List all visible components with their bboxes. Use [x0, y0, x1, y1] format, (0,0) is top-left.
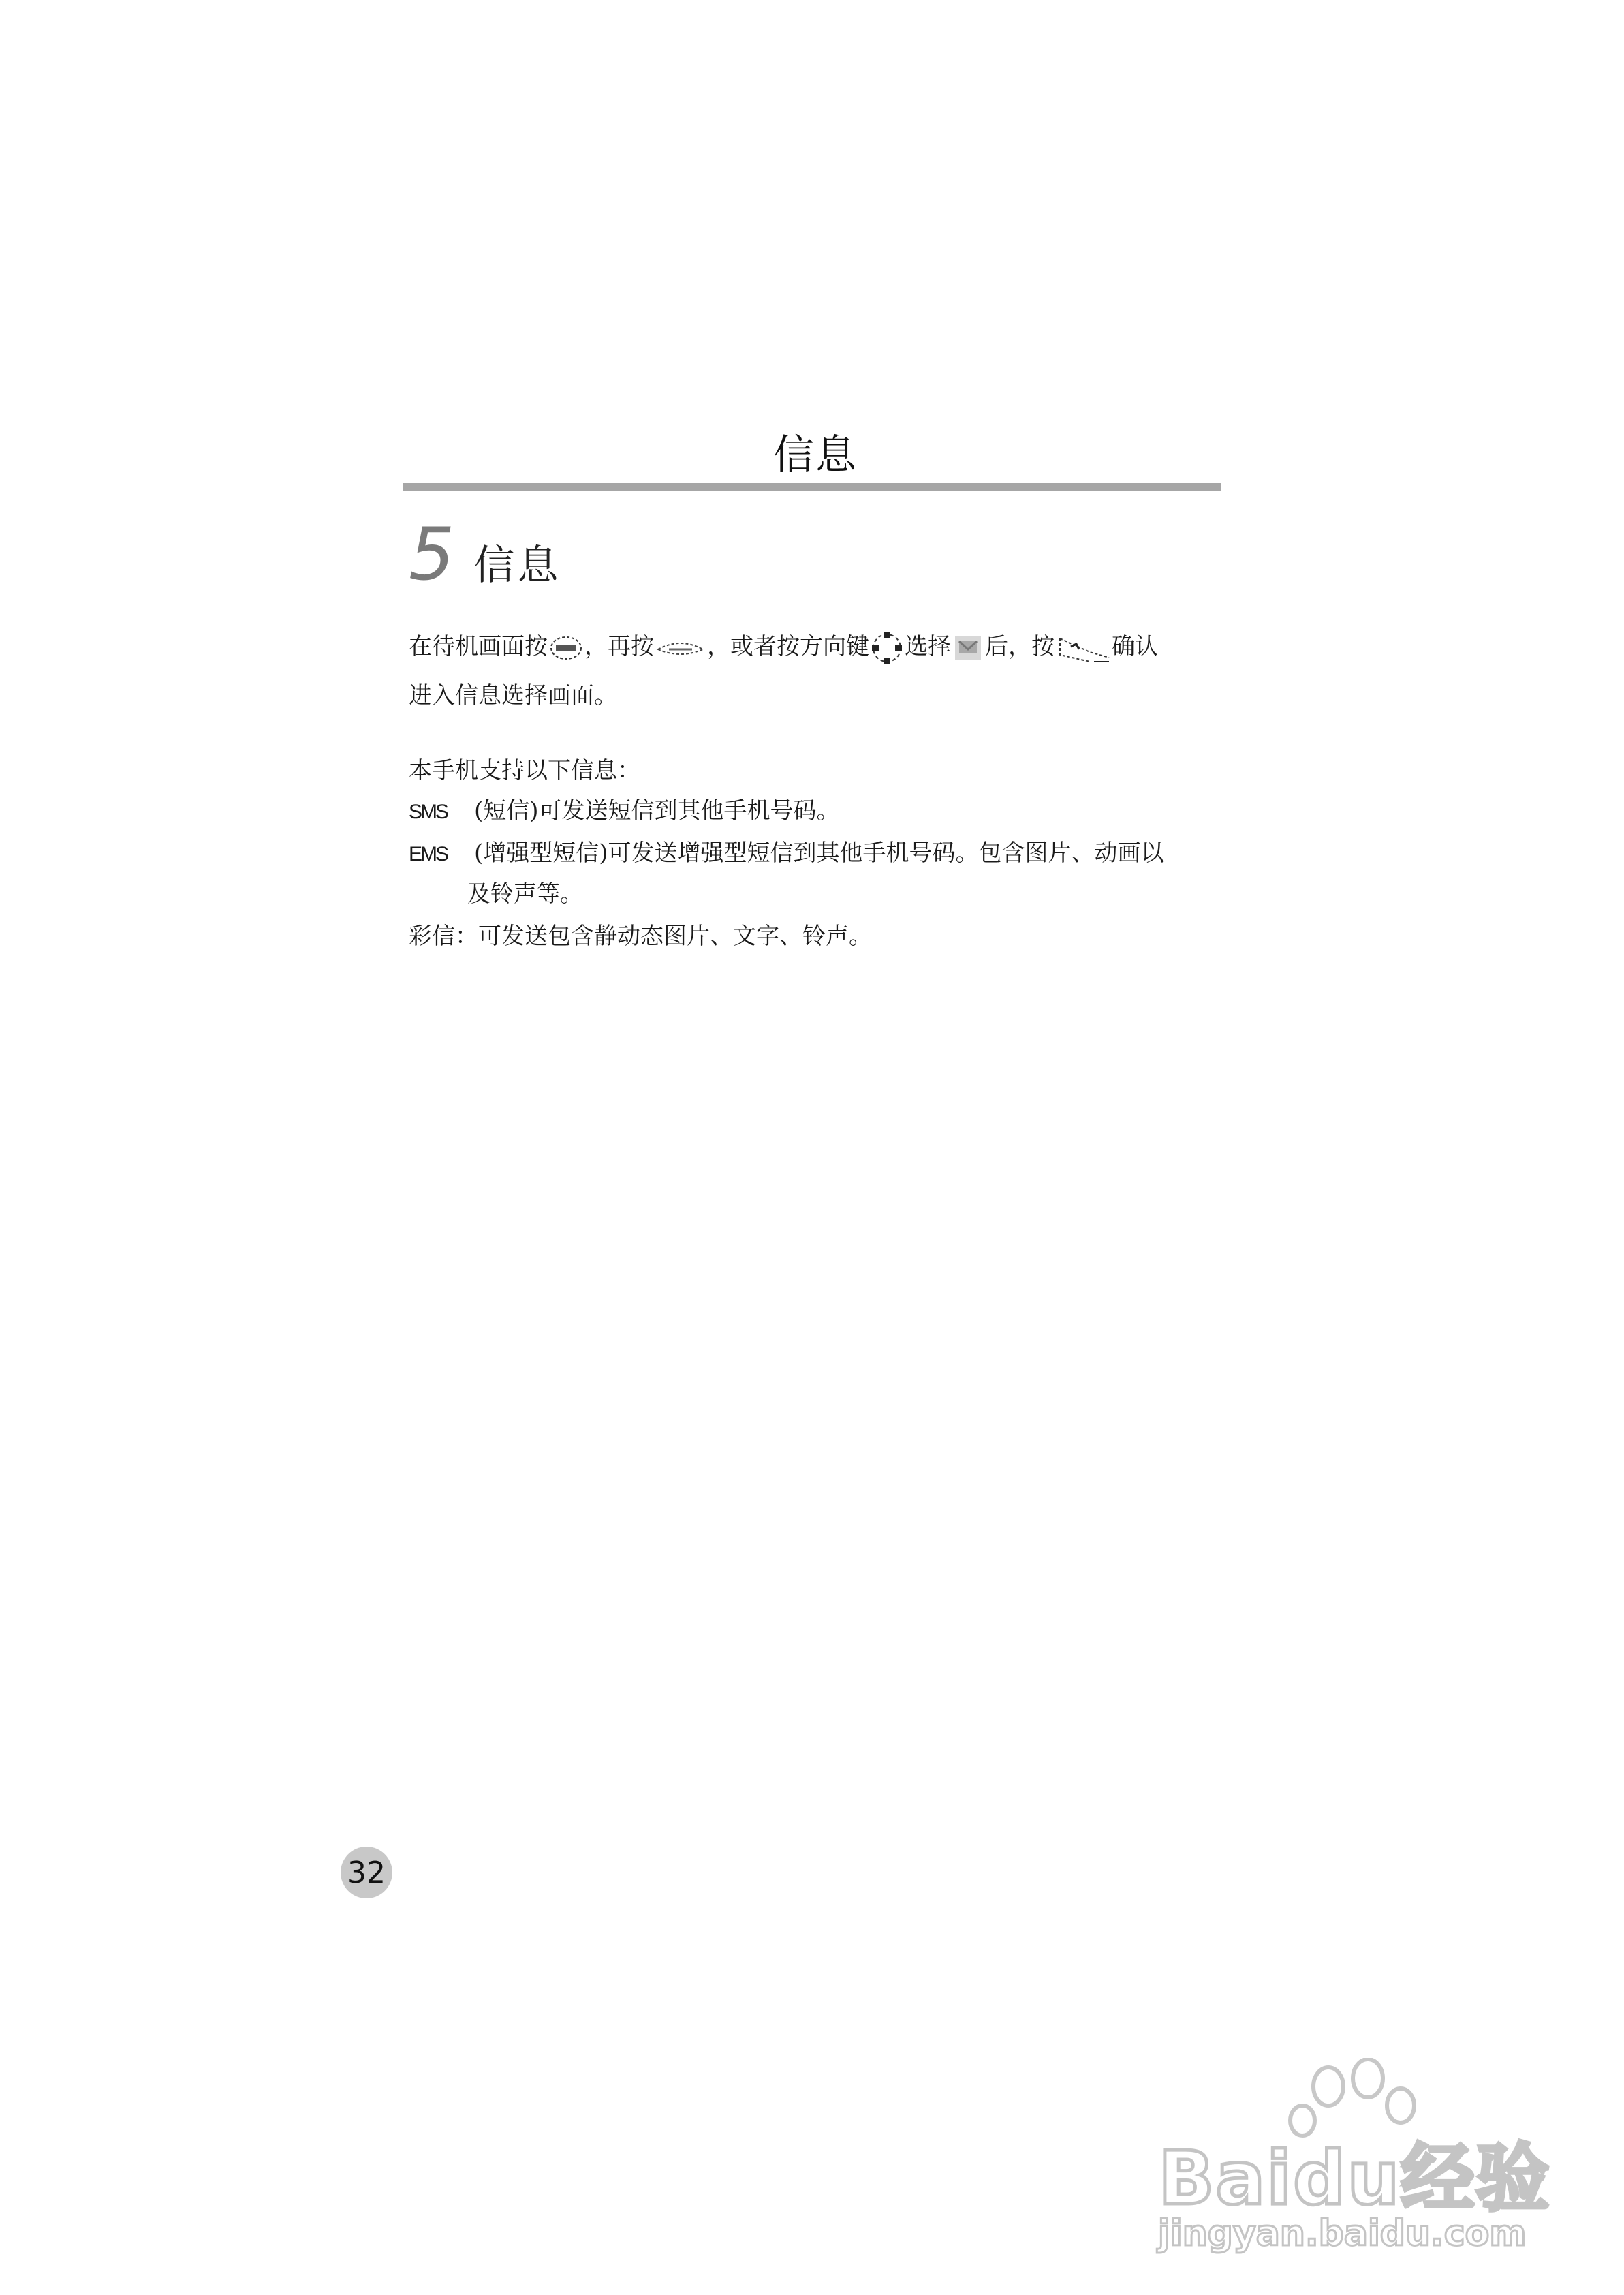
intro-text: 在待机画面按	[409, 633, 548, 660]
running-header-title: 信息	[773, 431, 858, 479]
intro-text: 确认	[1112, 633, 1158, 660]
intro-text: ，再按	[584, 633, 654, 660]
item-code: EMS	[409, 843, 448, 865]
intro-text: 后，按	[985, 633, 1055, 660]
item-text: 彩信：可发送包含静动态图片、文字、铃声。	[409, 923, 872, 950]
direction-key-icon	[871, 629, 903, 667]
message-menu-icon	[952, 633, 984, 663]
chapter-number: 5	[409, 512, 455, 596]
watermark-brand: Baidu经验	[1158, 2136, 1551, 2221]
list-item-sms	[409, 790, 840, 833]
page-number: 32	[341, 1847, 392, 1898]
watermark-url: jingyan.baidu.com	[1158, 2213, 1527, 2254]
item-text: (短信)可发送短信到其他手机号码。	[474, 797, 840, 825]
intro-paragraph-line-1	[409, 624, 1226, 669]
item-text: (增强型短信)可发送增强型短信到其他手机号码。包含图片、动画以	[474, 840, 1164, 867]
ok-key-icon	[1056, 632, 1110, 664]
chapter-heading	[409, 514, 561, 596]
soft-key-icon	[655, 634, 706, 662]
header-divider	[403, 483, 1221, 491]
list-item-ems-continuation: 及铃声等。	[467, 880, 583, 908]
baidu-watermark	[1158, 2058, 1551, 2262]
supported-heading: 本手机支持以下信息：	[409, 757, 640, 784]
item-code: SMS	[409, 801, 448, 823]
list-item-ems	[409, 833, 1164, 875]
intro-paragraph-line-2: 进入信息选择画面。	[409, 682, 617, 709]
menu-key-icon	[549, 634, 583, 662]
chapter-title: 信息	[473, 542, 561, 589]
intro-text: ，或者按方向键	[707, 633, 869, 660]
list-item-mms	[409, 916, 872, 957]
intro-text: 选择	[905, 633, 951, 660]
